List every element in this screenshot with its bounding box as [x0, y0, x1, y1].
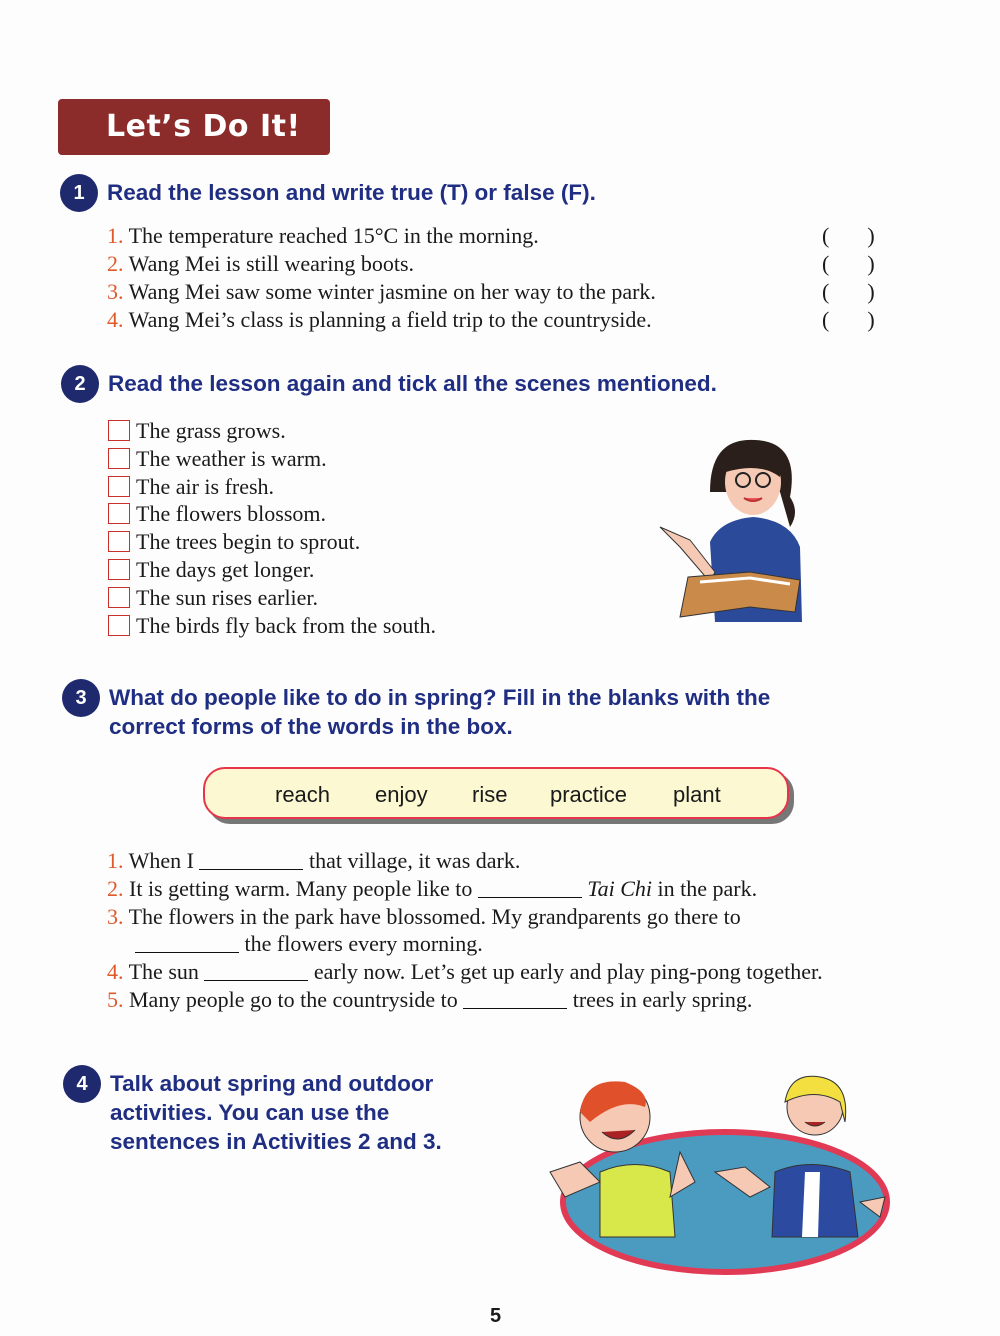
answer-parentheses[interactable] — [822, 222, 882, 250]
item-text: The temperature reached 15°C in the morning. — [128, 223, 539, 248]
item-text: Wang Mei saw some winter jasmine on her way to the park. — [128, 279, 656, 304]
answer-blank[interactable] — [135, 932, 239, 953]
answer-blank[interactable] — [463, 988, 567, 1009]
item-italic-text: Tai Chi — [587, 876, 652, 901]
open-paren: ( — [822, 279, 830, 304]
item-text: in the park. — [657, 876, 758, 901]
fill-item-3-continued — [135, 930, 483, 958]
scene-text: The grass grows. — [136, 418, 286, 443]
fill-item-1 — [107, 847, 520, 875]
close-paren: ) — [867, 279, 875, 304]
tf-item — [107, 222, 539, 250]
scene-item — [108, 528, 360, 556]
word-practice: practice — [550, 782, 628, 807]
fill-item-3 — [107, 903, 741, 931]
scene-item — [108, 500, 326, 528]
item-number: 2. — [107, 251, 124, 276]
checkbox[interactable] — [108, 448, 130, 469]
item-text: trees in early spring. — [572, 987, 753, 1012]
answer-blank[interactable] — [478, 877, 582, 898]
item-number: 3. — [107, 279, 124, 304]
checkbox[interactable] — [108, 587, 130, 608]
item-text: Wang Mei is still wearing boots. — [128, 251, 415, 276]
item-text: When I — [128, 848, 194, 873]
item-number: 4. — [107, 959, 124, 984]
activity-number-4: 4 — [63, 1065, 101, 1103]
checkbox[interactable] — [108, 503, 130, 524]
scene-text: The days get longer. — [136, 557, 315, 582]
answer-blank[interactable] — [204, 960, 308, 981]
activity-2-heading: Read the lesson again and tick all the scenes mentioned. — [108, 371, 717, 396]
item-text: Many people go to the countryside to — [129, 987, 458, 1012]
item-number: 3. — [107, 904, 124, 929]
activity-4-heading-line3: sentences in Activities 2 and 3. — [110, 1129, 442, 1154]
open-paren: ( — [822, 223, 830, 248]
children-talking-illustration — [540, 1072, 895, 1277]
close-paren: ) — [867, 223, 875, 248]
word-plant: plant — [673, 782, 721, 807]
scene-text: The trees begin to sprout. — [136, 529, 361, 555]
checkbox[interactable] — [108, 615, 130, 636]
activity-number-1: 1 — [60, 174, 98, 212]
close-paren: ) — [867, 307, 875, 332]
scene-item — [108, 612, 436, 640]
section-banner: Let’s Do It! — [58, 99, 330, 155]
checkbox[interactable] — [108, 476, 130, 497]
activity-4-heading-line1: Talk about spring and outdoor — [110, 1071, 434, 1096]
scene-item — [108, 417, 286, 445]
scene-text: The birds fly back from the south. — [136, 612, 436, 638]
checkbox[interactable] — [108, 559, 130, 580]
activity-3-heading-line2: correct forms of the words in the box. — [109, 714, 513, 739]
teacher-illustration — [640, 432, 815, 632]
activity-number-3: 3 — [62, 679, 100, 717]
fill-item-2 — [107, 875, 757, 903]
scene-text: The sun rises earlier. — [136, 584, 319, 610]
item-text: that village, it was dark. — [308, 848, 521, 873]
activity-3-heading-line1: What do people like to do in spring? Fill in the blanks with the — [109, 685, 771, 710]
close-paren: ) — [867, 251, 875, 276]
word-reach: reach — [275, 782, 331, 807]
activity-4-heading-line2: activities. You can use the — [110, 1100, 390, 1125]
scene-item — [108, 473, 274, 501]
answer-parentheses[interactable] — [822, 278, 882, 306]
tf-item — [107, 250, 414, 278]
item-number: 4. — [107, 307, 124, 332]
word-rise: rise — [472, 782, 508, 807]
scene-text: The air is fresh. — [136, 473, 275, 499]
scene-text: The weather is warm. — [136, 445, 327, 471]
item-text: It is getting warm. Many people like to — [129, 876, 473, 901]
scene-item — [108, 556, 314, 584]
item-number: 2. — [107, 876, 124, 901]
open-paren: ( — [822, 251, 830, 276]
item-number: 1. — [107, 848, 124, 873]
open-paren: ( — [822, 307, 830, 332]
item-text: The flowers in the park have blossomed. My grandparents go there to — [128, 904, 741, 929]
word-enjoy: enjoy — [375, 782, 428, 807]
item-number: 5. — [107, 987, 124, 1012]
activity-number-2: 2 — [61, 365, 99, 403]
answer-blank[interactable] — [199, 849, 303, 870]
answer-parentheses[interactable] — [822, 306, 882, 334]
word-box — [203, 767, 789, 819]
scene-text: The flowers blossom. — [136, 501, 327, 527]
item-text: the flowers every morning. — [244, 931, 483, 956]
scene-item — [108, 584, 318, 612]
scene-item — [108, 445, 327, 473]
item-text: Wang Mei’s class is planning a field trip to the countryside. — [128, 307, 652, 332]
item-text: The sun — [128, 959, 199, 984]
answer-parentheses[interactable] — [822, 250, 882, 278]
item-number: 1. — [107, 223, 124, 248]
item-text: early now. Let’s get up early and play ping-pong together. — [313, 959, 823, 984]
checkbox[interactable] — [108, 531, 130, 552]
activity-1-heading: Read the lesson and write true (T) or false (F). — [107, 180, 596, 205]
page-number: 5 — [490, 1305, 502, 1327]
fill-item-5 — [107, 986, 752, 1014]
tf-item — [107, 278, 656, 306]
fill-item-4 — [107, 958, 823, 986]
checkbox[interactable] — [108, 420, 130, 441]
tf-item — [107, 306, 652, 334]
